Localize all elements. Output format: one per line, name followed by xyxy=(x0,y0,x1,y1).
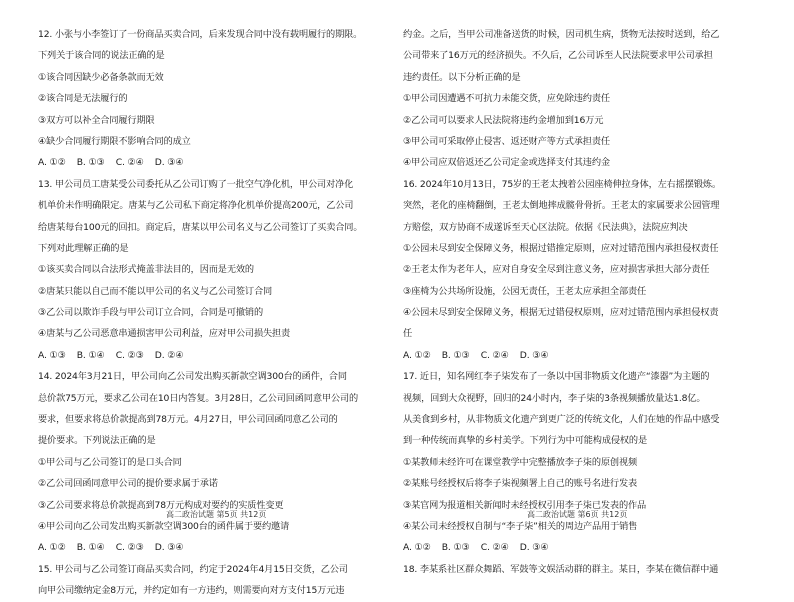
text-line: 任 xyxy=(403,328,413,340)
text-line: 18. 李某系社区群众舞蹈、军鼓等文娱活动群的群主。某日，李某在微信群中通 xyxy=(403,563,719,575)
answer-options: A. ①② B. ①④ C. ②③ D. ③④ xyxy=(38,542,184,554)
text-line: 下列对此理解正确的是 xyxy=(38,242,129,254)
text-line: 13. 甲公司员工唐某受公司委托从乙公司订购了一批空气净化机，甲公司对净化 xyxy=(38,178,354,190)
text-line: ①公园未尽到安全保障义务，根据过错推定原则，应对过错范围内承担侵权责任 xyxy=(403,242,719,254)
text-line: ③甲公司可采取停止侵害、返还财产等方式承担责任 xyxy=(403,135,610,147)
text-line: 约金。之后，当甲公司准备送货的时候，因司机生病，货物无法按时送到，给乙 xyxy=(403,29,720,40)
text-line: 下列关于该合同的说法正确的是 xyxy=(38,50,165,62)
text-line: 方赔偿，双方协商不成遂诉至天心区法院。依据《民法典》，法院应判决 xyxy=(403,221,688,233)
page-footer-right: 高二政治试题 第6页 共12页 xyxy=(527,510,628,519)
text-line: 提价要求。下列说法正确的是 xyxy=(38,435,156,447)
text-line: ④缺少合同履行期限不影响合同的成立 xyxy=(38,135,191,147)
page-footer-left: 高二政治试题 第5页 共12页 xyxy=(166,510,267,519)
text-line: ①该合同因缺少必备条款而无效 xyxy=(38,71,164,83)
text-line: ④唐某与乙公司恶意串通损害甲公司利益，应对甲公司损失担责 xyxy=(38,328,291,340)
text-line: ④甲公司向乙公司发出购买新款空调300台的函件属于要约邀请 xyxy=(38,520,290,532)
text-line: ①甲公司与乙公司签订的是口头合同 xyxy=(38,456,182,468)
answer-options: A. ①② B. ①③ C. ②④ D. ③④ xyxy=(403,349,549,361)
text-line: 机单价未作明确限定。唐某与乙公司私下商定将净化机单价提高200元，乙公司 xyxy=(38,200,354,212)
text-line: 视频，回到大众视野，回归的24小时内，李子柒的3条视频播放量达1.8亿。 xyxy=(403,392,706,404)
text-line: 向甲公司缴纳定金8万元，并约定如有一方违约，则需要向对方支付15万元违 xyxy=(38,585,345,597)
text-line: ②乙公司回函同意甲公司的提价要求属于承诺 xyxy=(38,478,218,490)
answer-options: A. ①③ B. ①④ C. ②③ D. ②④ xyxy=(38,349,184,361)
answer-options: A. ①② B. ①③ C. ②④ D. ③④ xyxy=(403,542,549,554)
text-line: 突然，老化的座椅翻倒，王老太倒地摔成髋骨骨折。王老太的家属要求公园管理 xyxy=(403,200,720,212)
text-line: 12. 小张与小李签订了一份商品买卖合同，后来发现合同中没有载明履行的期限。 xyxy=(38,29,363,40)
text-line: ①甲公司因遭遇不可抗力未能交货，应免除违约责任 xyxy=(403,93,610,105)
text-line: ④甲公司应双倍返还乙公司定金或选择支付其违约金 xyxy=(403,157,610,169)
text-line: ③某官网为报道相关新闻时未经授权引用李子柒已发表的作品 xyxy=(403,499,647,511)
text-line: ②唐某只能以自己而不能以甲公司的名义与乙公司签订合同 xyxy=(38,285,273,297)
text-line: ②王老太作为老年人，应对自身安全尽到注意义务，应对损害承担大部分责任 xyxy=(403,264,710,276)
text-line: ③乙公司要求将总价款提高到78万元构成对要约的实质性变更 xyxy=(38,499,284,511)
text-line: 总价款75万元，要求乙公司在10日内答复。3月28日，乙公司回函同意甲公司的 xyxy=(38,392,359,404)
text-line: ①某教师未经许可在课堂教学中完整播放李子柒的原创视频 xyxy=(403,456,638,468)
text-line: 从美食到乡村，从非物质文化遗产到更广泛的传统文化，人们在她的作品中感受 xyxy=(403,414,720,426)
text-line: ②某账号经授权后将李子柒视频署上自己的账号名进行发表 xyxy=(403,478,638,490)
text-line: ④公园未尽到安全保障义务，根据无过错侵权原则，应对过错范围内承担侵权责 xyxy=(403,307,719,319)
text-line: 给唐某每台100元的回扣。商定后，唐某以甲公司名义与乙公司签订了买卖合同。 xyxy=(38,221,363,233)
answer-options: A. ①② B. ①③ C. ②④ D. ③④ xyxy=(38,157,184,169)
text-line: ③乙公司以欺诈手段与甲公司订立合同，合同是可撤销的 xyxy=(38,307,263,319)
text-line: ③座椅为公共场所设施，公园无责任，王老太应承担全部责任 xyxy=(403,285,647,297)
text-line: 违约责任。以下分析正确的是 xyxy=(403,71,521,83)
text-line: ①该买卖合同以合法形式掩盖非法目的，因而是无效的 xyxy=(38,264,254,276)
text-line: 到一种传统而真挚的乡村美学。下列行为中可能构成侵权的是 xyxy=(403,435,648,447)
text-line: ②乙公司可以要求人民法院将违约金增加到16万元 xyxy=(403,114,604,126)
text-line: 公司带来了16万元的经济损失。不久后，乙公司诉至人民法院要求甲公司承担 xyxy=(403,50,713,62)
text-line: ②该合同是无法履行的 xyxy=(38,93,128,105)
text-line: ④某公司未经授权自制与“李子柒”相关的周边产品用于销售 xyxy=(403,520,638,532)
exam-page-6 xyxy=(403,24,755,580)
text-line: 14. 2024年3月21日，甲公司向乙公司发出购买新款空调300台的函件，合同 xyxy=(38,371,347,383)
text-line: 要求，但要求将总价款提高到78万元。4月27日，甲公司回函同意乙公司的 xyxy=(38,414,338,426)
text-line: ③双方可以补全合同履行期限 xyxy=(38,114,155,126)
text-line: 17. 近日，知名网红李子柒发布了一条以中国非物质文化遗产“漆器”为主题的 xyxy=(403,371,710,383)
text-line: 15. 甲公司与乙公司签订商品买卖合同，约定于2024年4月15日交货，乙公司 xyxy=(38,563,348,575)
text-line: 16. 2024年10月13日，75岁的王老太拽着公园座椅伸拉身体，左右摇摆锻炼。 xyxy=(403,178,721,190)
